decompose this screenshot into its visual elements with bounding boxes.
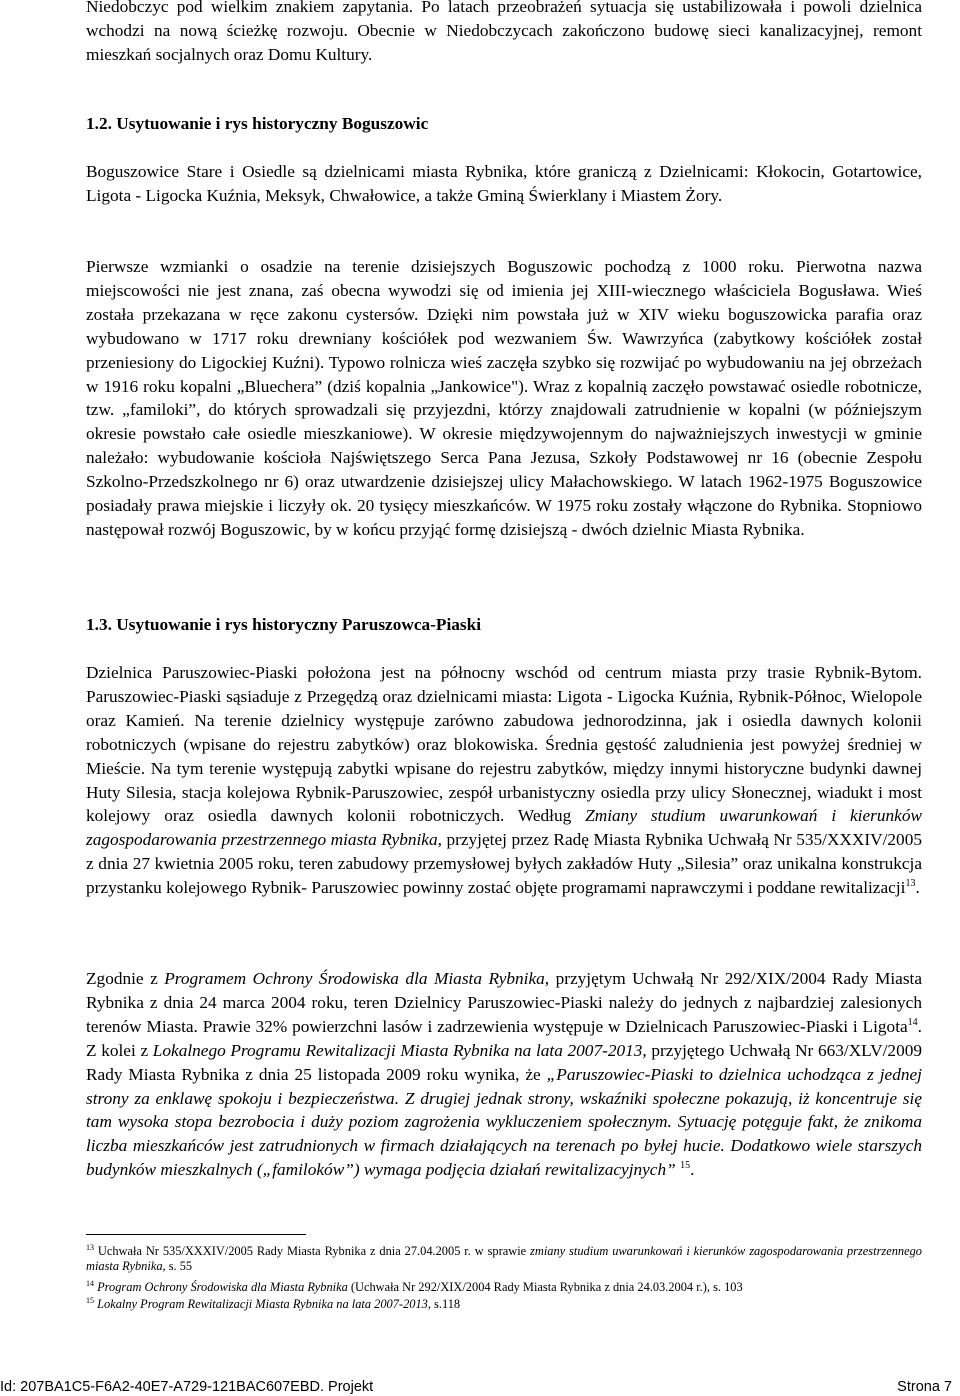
footnote-ref-13: 13 xyxy=(905,878,916,890)
section-1-2-paragraph-1: Boguszowice Stare i Osiedle są dzielnicami miasta Rybnika, które graniczą z Dzielnicami: Kłokocin, Gotartowice, Ligota - Ligocka Kuźnia, Meksyk, Chwałowice, a także Gminą Świerklany i Miastem Żory. xyxy=(86,162,922,205)
footnote-15: $^{15}$ Lokalny Program Rewitalizacji Miasta Rybnika na lata 2007-2013, s.118 xyxy=(86,1295,461,1311)
intro-paragraph: Niedobczyc pod wielkim znakiem zapytania. Po latach przeobrażeń sytuacja się ustabilizowała i powoli dzielnica wchodzi na nową ścieżkę rozwoju. Obecnie w Niedobczycach zakończono budowę sieci kanalizacyjnej, remont mieszkań socjalnych oraz Domu Kultury. xyxy=(86,0,922,64)
page-number: Strona 7 xyxy=(897,1379,952,1395)
footnote-ref-15: 15 xyxy=(680,1160,691,1172)
section-heading-1-3: 1.3. Usytuowanie i rys historyczny Paruszowca-Piaski xyxy=(86,615,482,634)
document-id: Id: 207BA1C5-F6A2-40E7-A729-121BAC607EBD. Projekt xyxy=(0,1379,374,1395)
footnote-13: $^{13}$ Uchwała Nr 535/XXXIV/2005 Rady Miasta Rybnika z dnia 27.04.2005 r. w sprawie zmiany studium uwarunkowań i kierunków zagospodarowania przestrzennego miasta Rybnika, s. 55 xyxy=(86,1242,922,1274)
footnote-14: $^{14}$ Program Ochrony Środowiska dla Miasta Rybnika (Uchwała Nr 292/XIX/2004 Rady Miasta Rybnika z dnia 24.03.2004 r.), s. 103 xyxy=(86,1278,743,1294)
section-heading-1-2: 1.2. Usytuowanie i rys historyczny Boguszowic xyxy=(86,114,429,133)
section-1-3-paragraph-2: Zgodnie z Programem Ochrony Środowiska dla Miasta Rybnika, przyjętym Uchwałą Nr 292/XIX/2004 Rady Miasta Rybnika z dnia 24 marca 2004 roku, teren Dzielnicy Paruszowiec-Piaski należy do jednych z najbardziej zalesionych terenów Miasta. Prawie 32% powierzchni lasów i zadrzewienia występuje w Dzielnicach Paruszowiec-Piaski i Ligota$^{14}$. Z kolei z Lokalnego Programu Rewitalizacji Miasta Rybnika na lata 2007-2013, przyjętego Uchwałą Nr 663/XLV/2009 Rady Miasta Rybnika z dnia 25 listopada 2009 roku wynika, że „Paruszowiec-Piaski to dzielnica uchodząca z jednej strony za enklawę spokoju i bezpieczeństwa. Z drugiej jednak strony, wskaźniki społeczne pokazują, iż koncentruje się tam wysoka stopa bezrobocia i duży poziom zagrożenia wykluczeniem społecznym. Sytuację potęguje fakt, że znikoma liczba mieszkańców jest zatrudnionych w firmach działających na terenach po byłej hucie. Dodatkowo wiele starszych budynków mieszkalnych („familoków”) wymaga podjęcia działań rewitalizacyjnych” $^{15}$. xyxy=(86,969,923,1180)
footnote-divider xyxy=(86,1234,306,1235)
footnote-ref-14: 14 xyxy=(907,1017,918,1029)
section-1-3-paragraph-1: Dzielnica Paruszowiec-Piaski położona jest na północny wschód od centrum miasta przy trasie Rybnik-Bytom. Paruszowiec-Piaski sąsiaduje z Przegędzą oraz dzielnicami miasta: Ligota - Ligocka Kuźnia, Rybnik-Północ, Wielopole oraz Kamień. Na terenie dzielnicy występuje zarówno zabudowa jednorodzinna, jak i osiedla dawnych kolonii robotniczych (wpisane do rejestru zabytków) oraz blokowiska. Średnia gęstość zaludnienia jest powyżej średniej w Mieście. Na tym terenie występują zabytki wpisane do rejestru zabytków, między innymi historyczne budynki dawnej Huty Silesia, stacja kolejowa Rybnik-Paruszowiec, zespół urbanistyczny osiedla przy ulicy Słonecznej, wiadukt i most kolejowy oraz osiedla dawnych kolonii robotniczych. Według Zmiany studium uwarunkowań i kierunków zagospodarowania przestrzennego miasta Rybnika, przyjętej przez Radę Miasta Rybnika Uchwałą Nr 535/XXXIV/2005 z dnia 27 kwietnia 2005 roku, teren zabudowy przemysłowej byłych zakładów Huty „Silesia” oraz unikalna konstrukcja przystanku kolejowego Rybnik- Paruszowiec powinny zostać objęte programami naprawczymi i poddane rewitalizacji$^{13}$. xyxy=(86,663,922,898)
italic-title: Zmiany studium uwarunkowań i kierunków zagospodarowania przestrzennego miasta Rybnika xyxy=(86,806,922,850)
section-1-2-paragraph-2: Pierwsze wzmianki o osadzie na terenie dzisiejszych Boguszowic pochodzą z 1000 roku. Pierwotna nazwa miejscowości nie jest znana, zaś obecna wywodzi się od imienia jej XIII-wiecznego właściciela Bogusława. Wieś została przekazana w ręce zakonu cystersów. Dzięki nim powstała już w XIV wieku boguszowicka parafia oraz wybudowano w 1717 roku drewniany kościółek pod wezwaniem Św. Wawrzyńca (zabytkowy kościółek został przeniesiony do Ligockiej Kuźni). Typowo rolnicza wieś zaczęła szybko się rozwijać po wybudowaniu na jej obrzeżach w 1916 roku kopalni „Bluechera” (dziś kopalnia „Jankowice"). Wraz z kopalnią zaczęło powstawać osiedle robotnicze, tzw. „familoki”, do których sprowadzali się przyjezdni, którzy znajdowali zatrudnienie w kopalni (w późniejszym okresie powstało całe osiedle mieszkaniowe). W okresie międzywojennym do najważniejszych inwestycji w gminie należało: wybudowanie kościoła Najświętszego Serca Pana Jezusa, Szkoły Podstawowej nr 16 (obecnie Zespołu Szkolno-Przedszkolnego nr 6) oraz utwardzenie dzisiejszej ulicy Małachowskiego. W latach 1962-1975 Boguszowice posiadały prawa miejskie i liczyły ok. 20 tysięcy mieszkańców. W 1975 roku zostały włączone do Rybnika. Stopniowo następował rozwój Boguszowic, by w końcu przyjąć formę dzisiejszą - dwóch dzielnic Miasta Rybnika. xyxy=(86,257,922,539)
